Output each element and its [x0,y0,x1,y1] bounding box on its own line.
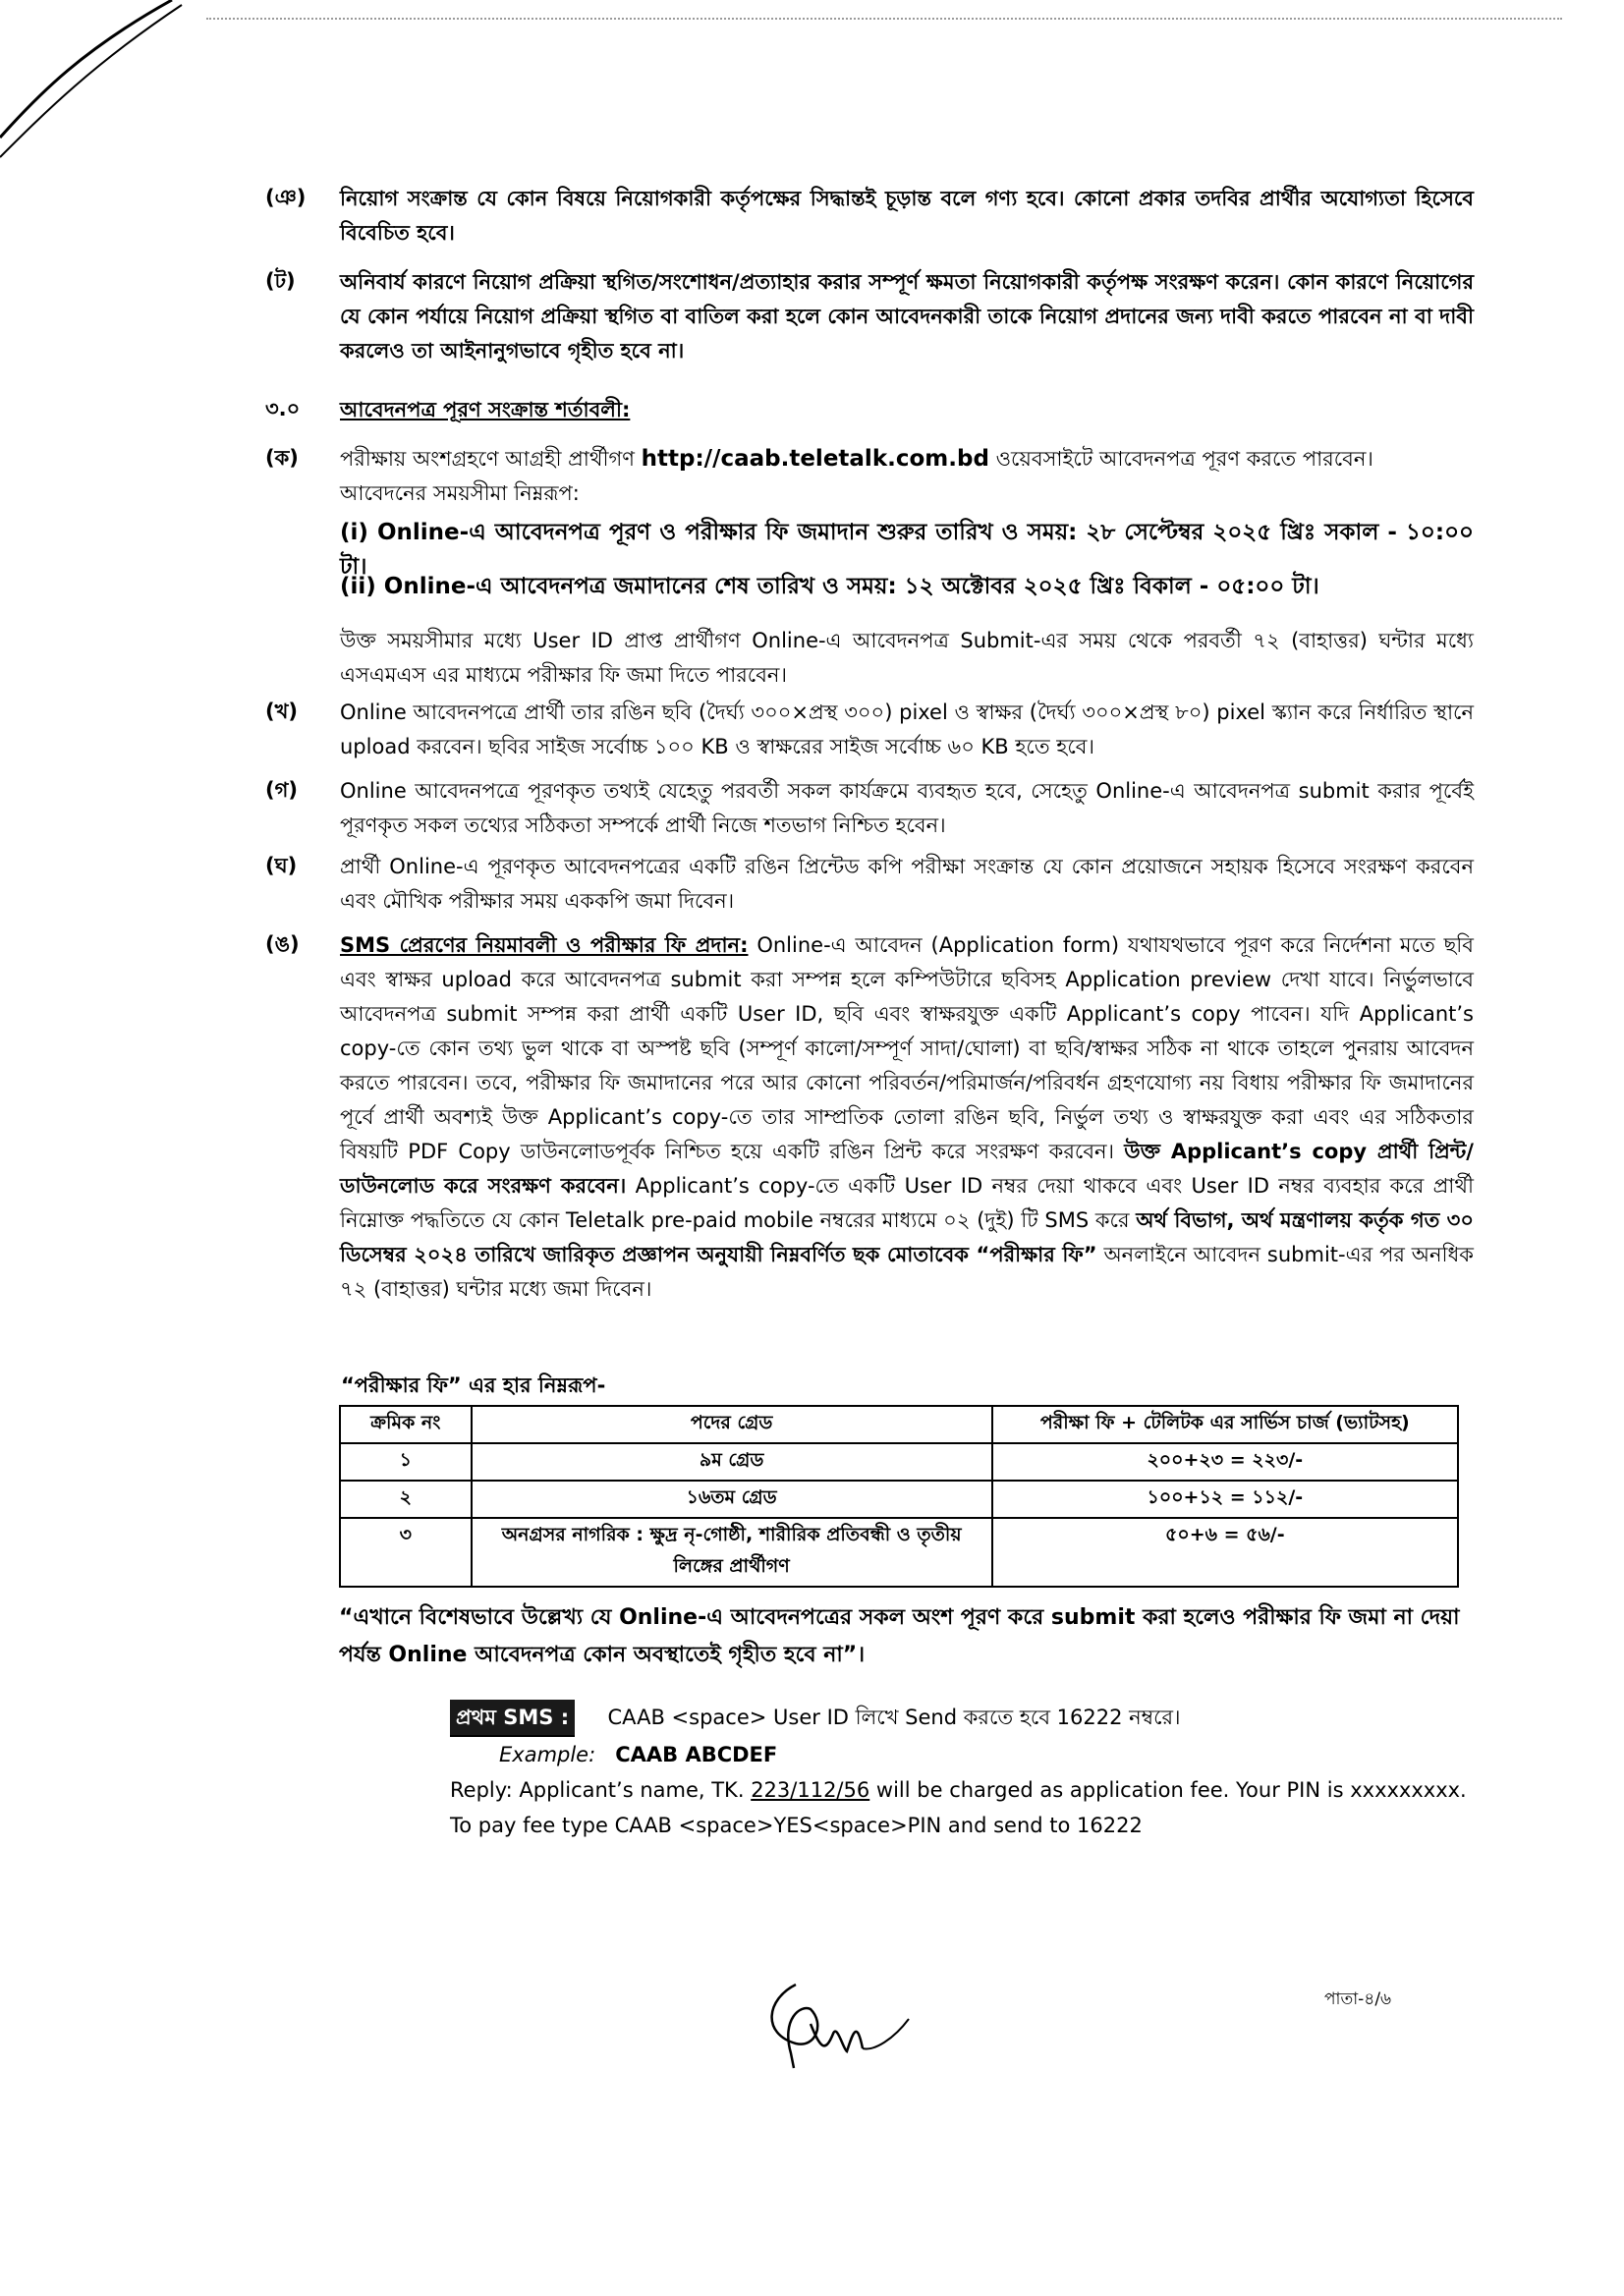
sms-rules-bold2: অর্থ বিভাগ, অর্থ মন্ত্রণালয় কর্তৃক গত ৩০ ডিসেম্বর ২০২৪ তারিখে জারিকৃত প্রজ্ঞাপন অনুযায়ী নিম্নবর্ণিত ছক মোতাবেক “পরীক্ষার ফি” [340,1208,1474,1266]
first-sms-label: প্রথম SMS : [450,1700,575,1737]
table-row [340,1481,1458,1518]
clause-label: (ক) [265,446,299,470]
sms-rules-bold1: উক্ত Applicant’s copy প্রার্থী প্রিন্ট/ডাউনলোড করে সংরক্ষণ করবেন। [340,1140,1474,1198]
clause-text-pre: পরীক্ষায় অংশগ্রহণে আগ্রহী প্রার্থীগণ [340,447,642,471]
table-row [340,1443,1458,1481]
clause-text: Online আবেদনপত্রে পূরণকৃত তথ্যই যেহেতু পরবর্তী সকল কার্যক্রমে ব্যবহৃত হবে, সেহেতু Online-এ আবেদনপত্র submit করার পূর্বেই পূরণকৃত সকল তথ্যের সঠিকতা সম্পর্কে প্রার্থী নিজে শতভাগ নিশ্চিত হবেন। [340,779,1474,837]
fee-cell-serial: ১ [340,1443,472,1481]
fee-cell-amount: ২০০+২৩ = ২২৩/- [992,1443,1458,1481]
fee-table [339,1405,1459,1588]
important-note: “এখানে বিশেষভাবে উল্লেখ্য যে Online-এ আবেদনপত্রের সকল অংশ পূরণ করে submit করা হলেও পরীক্ষার ফি জমা না দেয়া পর্যন্ত Online আবেদনপত্র কোন অবস্থাতেই গৃহীত হবে না”। [339,1605,1460,1667]
sms-reply [450,1772,1472,1843]
clause-text [340,928,1474,1307]
clause-text-post: ওয়েবসাইটে আবেদনপত্র পূরণ করতে পারবেন। [988,447,1373,471]
fee-cell-serial: ৩ [340,1518,472,1587]
sms-example [450,1737,1472,1772]
sms-rules-p3: অনলাইনে আবেদন submit-এর পর অনধিক ৭২ (বাহাত্তর) ঘন্টার মধ্যে জমা দিবেন। [340,1243,1474,1301]
fee-cell-serial: ২ [340,1481,472,1518]
fee-cell-grade: ৯ম গ্রেড [472,1443,992,1481]
fee-cell-grade: ১৬তম গ্রেড [472,1481,992,1518]
clause-label: (ঞ) [265,186,307,209]
clause-label: (খ) [265,700,298,723]
example-value: CAAB ABCDEF [615,1743,778,1766]
deadline-end-text: (ii) Online-এ আবেদনপত্র জমাদানের শেষ তারিখ ও সময়: ১২ অক্টোবর ২০২৫ খ্রিঃ বিকাল - ০৫:০০ টা। [340,574,1319,599]
fee-table-header-row [340,1406,1458,1443]
deadline-start-text: (i) Online-এ আবেদনপত্র পূরণ ও পরীক্ষার ফি জমাদান শুরুর তারিখ ও সময়: ২৮ সেপ্টেম্বর ২০২৫ খ্রিঃ সকাল - ১০:০০ টা। [340,520,1474,580]
clause-text: অনিবার্য কারণে নিয়োগ প্রক্রিয়া স্থগিত/সংশোধন/প্রত্যাহার করার সম্পূর্ণ ক্ষমতা নিয়োগকারী কর্তৃপক্ষ সংরক্ষণ করেন। কোন কারণে নিয়োগের যে কোন পর্যায়ে নিয়োগ প্রক্রিয়া স্থগিত বা বাতিল করা হলে কোন আবেদনকারী তাকে নিয়োগ প্রদানের জন্য দাবী করতে পারবেন না বা দাবী করলেও তা আইনানুগভাবে গৃহীত হবে না। [340,270,1474,363]
clause-label: (ঘ) [265,854,298,877]
clause-text [340,442,1474,511]
reply-post: will be charged as application fee. Your PIN is xxxxxxxxx. To pay fee type CAAB <space>YES<space>PIN and send to 16222 [450,1778,1467,1837]
table-row [340,1518,1458,1587]
fee-cell-amount: ১০০+১২ = ১১২/- [992,1481,1458,1518]
clause-label: (গ) [265,778,298,802]
fee-header-serial: ক্রমিক নং [340,1406,472,1443]
fee-header-grade: পদের গ্রেড [472,1406,992,1443]
clause-label: (ট) [265,269,296,293]
clause-text: Online আবেদনপত্রে প্রার্থী তার রঙিন ছবি (দৈর্ঘ্য ৩০০×প্রস্থ ৩০০) pixel ও স্বাক্ষর (দৈর্ঘ্য ৩০০×প্রস্থ ৮০) pixel স্ক্যান করে নির্ধারিত স্থানে upload করবেন। ছবির সাইজ সর্বোচ্চ ১০০ KB ও স্বাক্ষরের সাইজ সর্বোচ্চ ৬০ KB হতে হবে। [340,700,1475,758]
fee-cell-amount: ৫০+৬ = ৫৬/- [992,1518,1458,1587]
fee-header-fee: পরীক্ষা ফি + টেলিটক এর সার্ভিস চার্জ (ভ্যাটসহ) [992,1406,1458,1443]
application-url-link[interactable]: http://caab.teletalk.com.bd [641,446,989,472]
first-sms-format: CAAB <space> User ID লিখে Send করতে হবে 16222 নম্বরে। [607,1706,1181,1729]
deadline-note-text: উক্ত সময়সীমার মধ্যে User ID প্রাপ্ত প্রার্থীগণ Online-এ আবেদনপত্র Submit-এর সময় থেকে পরবর্তী ৭২ (বাহাত্তর) ঘন্টার মধ্যে এসএমএস এর মাধ্যমে পরীক্ষার ফি জমা দিতে পারবেন। [340,629,1474,687]
clause-text: নিয়োগ সংক্রান্ত যে কোন বিষয়ে নিয়োগকারী কর্তৃপক্ষের সিদ্ধান্তই চূড়ান্ত বলে গণ্য হবে। কোনো প্রকার তদবির প্রার্থীর অযোগ্যতা হিসেবে বিবেচিত হবে। [340,187,1474,245]
sms-instructions [450,1700,1472,1843]
reply-amount: 223/112/56 [751,1778,870,1802]
sms-rules-heading: SMS প্রেরণের নিয়মাবলী ও পরীক্ষার ফি প্রদান: [340,933,749,957]
scan-edge-line [206,18,1562,20]
sms-rules-p1: Online-এ আবেদন (Application form) যথাযথভাবে পূরণ করে নির্দেশনা মতে ছবি এবং স্বাক্ষর upload করে আবেদনপত্র submit করা সম্পন্ন হলে কম্পিউটারে ছবিসহ Application preview দেখা যাবে। নির্ভুলভাবে আবেদনপত্র submit সম্পন্ন করা প্রার্থী একটি User ID, ছবি এবং স্বাক্ষরযুক্ত একটি Applicant’s copy পাবেন। যদি Applicant’s copy-তে কোন তথ্য ভুল থাকে বা অস্পষ্ট ছবি (সম্পূর্ণ কালো/সম্পূর্ণ সাদা/ঘোলা) বা ছবি/স্বাক্ষর সঠিক না থাকে তাহলে পুনরায় আবেদন করতে পারবেন। তবে, পরীক্ষার ফি জমাদানের পরে আর কোনো পরিবর্তন/পরিমার্জন/পরিবর্ধন গ্রহণযোগ্য নয় বিধায় পরীক্ষার ফি জমাদানের পূর্বে প্রার্থী অবশ্যই উক্ত Applicant’s copy-তে তার সাম্প্রতিক তোলা রঙিন ছবি, নির্ভুল তথ্য ও স্বাক্ষরযুক্ত করা এবং এর সঠিকতার বিষয়টি PDF Copy ডাউনলোডপূর্বক নিশ্চিত হয়ে একটি রঙিন প্রিন্ট করে সংরক্ষণ করবেন। [340,933,1474,1163]
fee-cell-grade: অনগ্রসর নাগরিক : ক্ষুদ্র নৃ-গোষ্ঠী, শারীরিক প্রতিবন্ধী ও তৃতীয় লিঙ্গের প্রার্থীগণ [472,1518,992,1587]
example-label: Example: [499,1743,596,1766]
clause-text: প্রার্থী Online-এ পূরণকৃত আবেদনপত্রের একটি রঙিন প্রিন্টেড কপি পরীক্ষা সংক্রান্ত যে কোন প্রয়োজনে সহায়ক হিসেবে সংরক্ষণ করবেন এবং মৌখিক পরীক্ষার সময় এককপি জমা দিবেন। [340,855,1474,913]
section-number: ৩.০ [265,397,301,420]
reply-pre: Reply: Applicant’s name, TK. [450,1778,752,1802]
fee-table-title: “পরীক্ষার ফি” এর হার নিম্নরূপ- [341,1373,606,1397]
signature-image [756,1965,933,2073]
sms-first-line [450,1700,1472,1737]
deadline-intro: আবেদনের সময়সীমা নিম্নরূপ: [340,481,580,505]
scan-corner-mark [0,0,196,255]
sms-rules-p2: Applicant’s copy-তে একটি User ID নম্বর দেয়া থাকবে এবং User ID নম্বর ব্যবহার করে প্রার্থী নিম্নোক্ত পদ্ধতিতে যে কোন Teletalk pre-paid mobile নম্বরের মাধ্যমে ০২ (দুই) টি SMS করে [340,1174,1474,1232]
section-title: আবেদনপত্র পূরণ সংক্রান্ত শর্তাবলী: [340,398,631,421]
clause-label: (ঙ) [265,932,300,956]
page-number: পাতা-৪/৬ [1324,1989,1392,2009]
